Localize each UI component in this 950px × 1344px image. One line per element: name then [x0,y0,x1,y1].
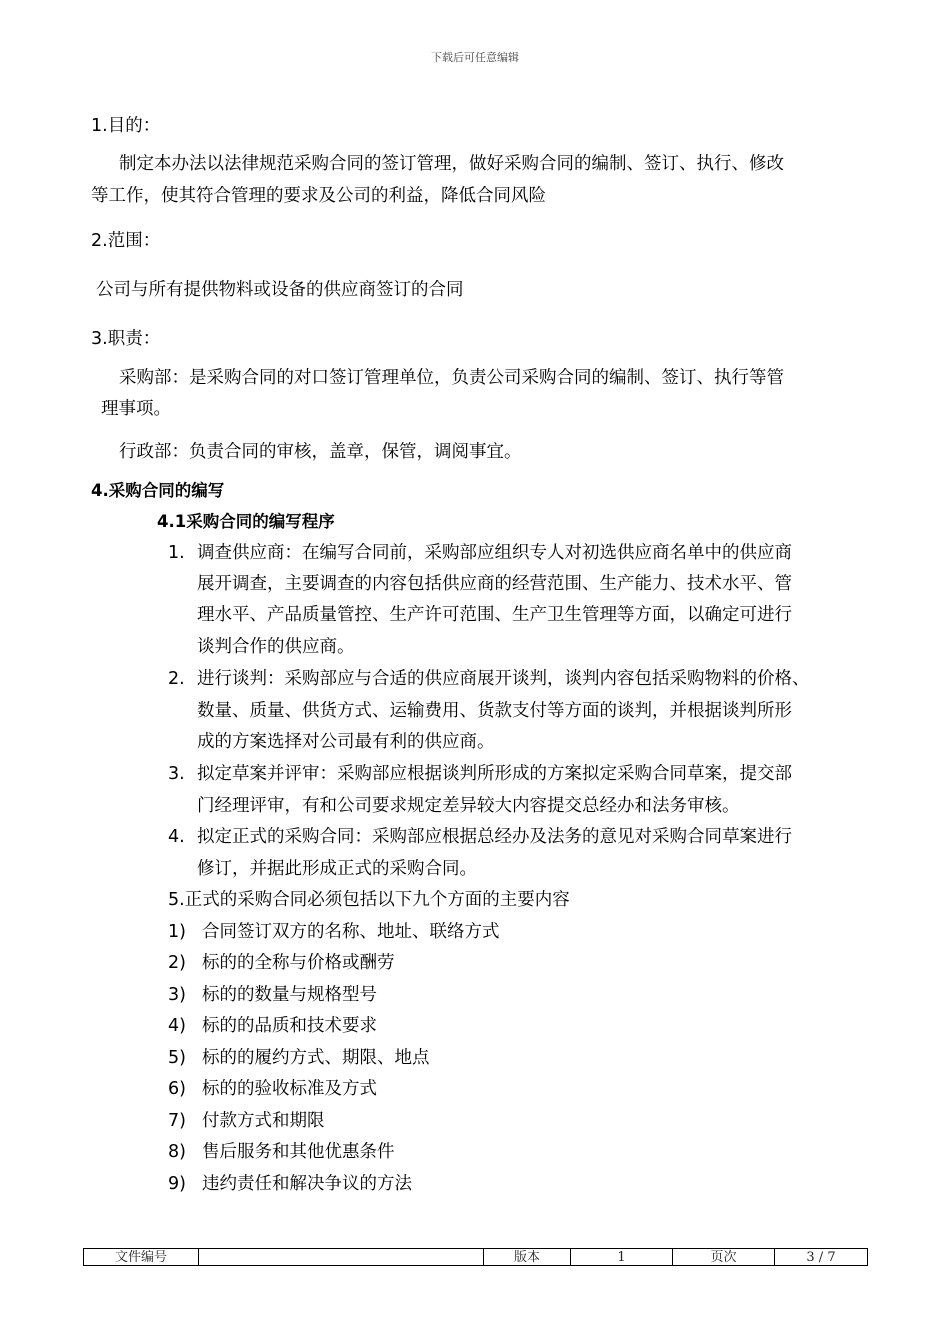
content-item-number: 6) [168,1079,186,1099]
content-item-text: 售后服务和其他优惠条件 [202,1142,395,1162]
version-label: 版本 [484,1249,571,1266]
section-2-body: 公司与所有提供物料或设备的供应商签订的合同 [96,280,464,300]
content-item-number: 1) [168,922,186,942]
content-item-number: 9) [168,1174,186,1194]
step-text-line: 门经理评审，有和公司要求规定差异较大内容提交总经办和法务审核。 [197,796,740,816]
section-2-title: 2.范围： [91,231,161,251]
admin-dept-line: 行政部：负责合同的审核，盖章，保管，调阅事宜。 [119,442,522,462]
version-value: 1 [571,1249,673,1266]
content-item-number: 4) [168,1016,186,1036]
page-label: 页次 [673,1249,775,1266]
step-number: 1. [168,543,185,563]
page-header-note: 下载后可任意编辑 [431,51,519,64]
step-text-line: 成的方案选择对公司最有利的供应商。 [197,732,495,752]
section-1-title: 1.目的： [91,116,161,136]
content-item-text: 标的的品质和技术要求 [202,1016,377,1036]
content-item-text: 合同签订双方的名称、地址、联络方式 [202,922,500,942]
step-text-line: 进行谈判：采购部应与合适的供应商展开谈判，谈判内容包括采购物料的价格、 [197,669,810,689]
step-number: 3. [168,764,185,784]
section-1-body-line-2: 等工作，使其符合管理的要求及公司的利益，降低合同风险 [91,186,546,206]
content-item-number: 3) [168,985,186,1005]
content-item-text: 标的的数量与规格型号 [202,985,377,1005]
purchase-dept-line-2: 理事项。 [101,399,171,419]
step-text-line: 理水平、产品质量管控、生产许可范围、生产卫生管理等方面，以确定可进行 [197,605,792,625]
content-item-text: 违约责任和解决争议的方法 [202,1174,412,1194]
content-item-text: 标的的全称与价格或酬劳 [202,953,395,973]
section-1-body-line-1: 制定本办法以法律规范采购合同的签订管理，做好采购合同的编制、签订、执行、修改 [119,154,784,174]
step-text-line: 谈判合作的供应商。 [197,637,355,657]
content-item-text: 标的的履约方式、期限、地点 [202,1048,430,1068]
content-item-number: 7) [168,1111,186,1131]
step-text-line: 拟定正式的采购合同：采购部应根据总经办及法务的意见对采购合同草案进行 [197,827,792,847]
content-item-number: 5) [168,1048,186,1068]
document-footer-table [83,1248,868,1266]
section-5-title: 5.正式的采购合同必须包括以下九个方面的主要内容 [168,890,570,910]
content-item-number: 2) [168,953,186,973]
purchase-dept-line-1: 采购部：是采购合同的对口签订管理单位，负责公司采购合同的编制、签订、执行等管 [119,368,784,388]
step-text-line: 修订，并据此形成正式的采购合同。 [197,859,477,879]
content-item-text: 付款方式和期限 [202,1111,325,1131]
section-4-title: 4.采购合同的编写 [91,481,225,500]
section-3-title: 3.职责： [91,329,161,349]
page-value: 3 / 7 [775,1249,868,1266]
content-item-number: 8) [168,1142,186,1162]
step-text-line: 数量、质量、供货方式、运输费用、货款支付等方面的谈判，并根据谈判所形 [197,701,792,721]
section-4-1-subtitle: 4.1采购合同的编写程序 [157,512,335,531]
content-item-text: 标的的验收标准及方式 [202,1079,377,1099]
doc-number-label: 文件编号 [84,1249,199,1266]
step-text-line: 调查供应商：在编写合同前，采购部应组织专人对初选供应商名单中的供应商 [197,543,792,563]
step-number: 4. [168,827,185,847]
step-text-line: 展开调查，主要调查的内容包括供应商的经营范围、生产能力、技术水平、管 [197,574,792,594]
step-text-line: 拟定草案并评审：采购部应根据谈判所形成的方案拟定采购合同草案，提交部 [197,764,792,784]
step-number: 2. [168,669,185,689]
doc-number-value [199,1249,484,1266]
